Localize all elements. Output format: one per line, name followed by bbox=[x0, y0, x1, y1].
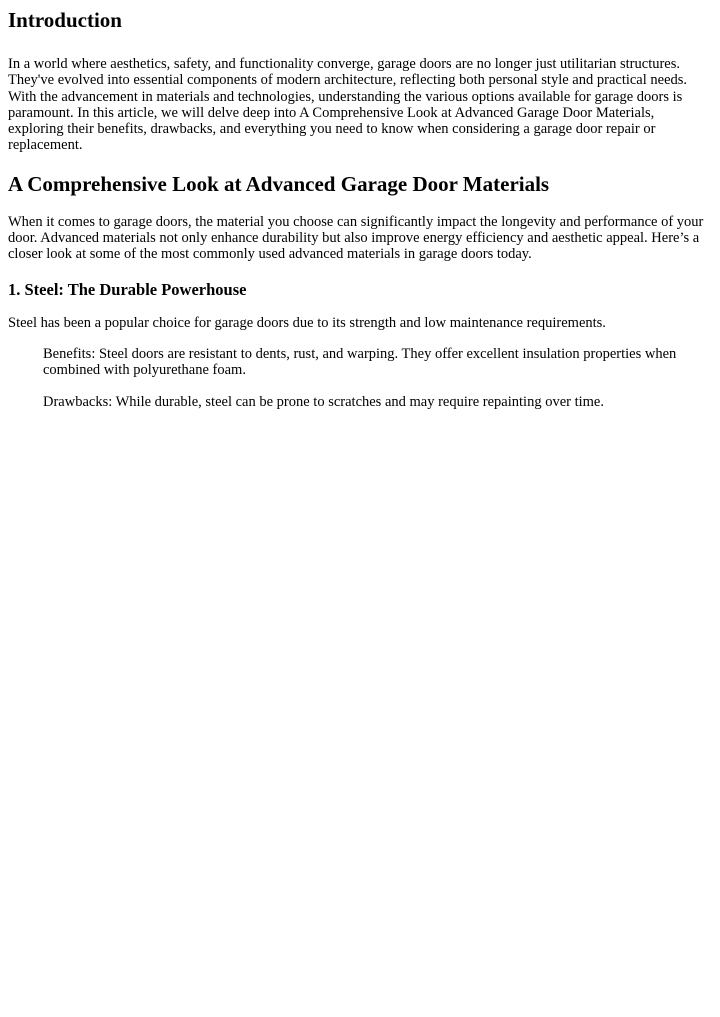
benefits-text: Benefits: Steel doors are resistant to dents, rust, and warping. They offer excellent insulation properties when combined with polyurethane foam. bbox=[43, 345, 677, 379]
materials-paragraph: When it comes to garage doors, the material you choose can significantly impact the longevity and performance of your door. Advanced materials not only enhance durability but also improve energy efficiency and aesthetic appeal. Here’s a closer look at some of the most commonly used advanced materials in garage doors today. bbox=[8, 213, 704, 263]
steel-details-list bbox=[8, 346, 712, 410]
materials-heading: A Comprehensive Look at Advanced Garage Door Materials bbox=[8, 171, 550, 196]
steel-heading: 1. Steel: The Durable Powerhouse bbox=[8, 279, 247, 299]
steel-paragraph: Steel has been a popular choice for garage doors due to its strength and low maintenance requirements. bbox=[8, 314, 606, 331]
drawbacks-text: Drawbacks: While durable, steel can be prone to scratches and may require repainting over time. bbox=[43, 393, 604, 410]
list-item-drawbacks bbox=[43, 394, 712, 410]
intro-heading: Introduction bbox=[8, 8, 122, 32]
list-item-benefits bbox=[43, 346, 712, 379]
intro-paragraph: In a world where aesthetics, safety, and functionality converge, garage doors are no longer just utilitarian structures. They've evolved into essential components of modern architecture, reflecting both personal style and practical needs. With the advancement in materials and technologies, understanding the various options available for garage doors is paramount. In this article, we will delve deep into A Comprehensive Look at Advanced Garage Door Materials, exploring their benefits, drawbacks, and everything you need to know when considering a garage door repair or replacement. bbox=[8, 56, 688, 154]
